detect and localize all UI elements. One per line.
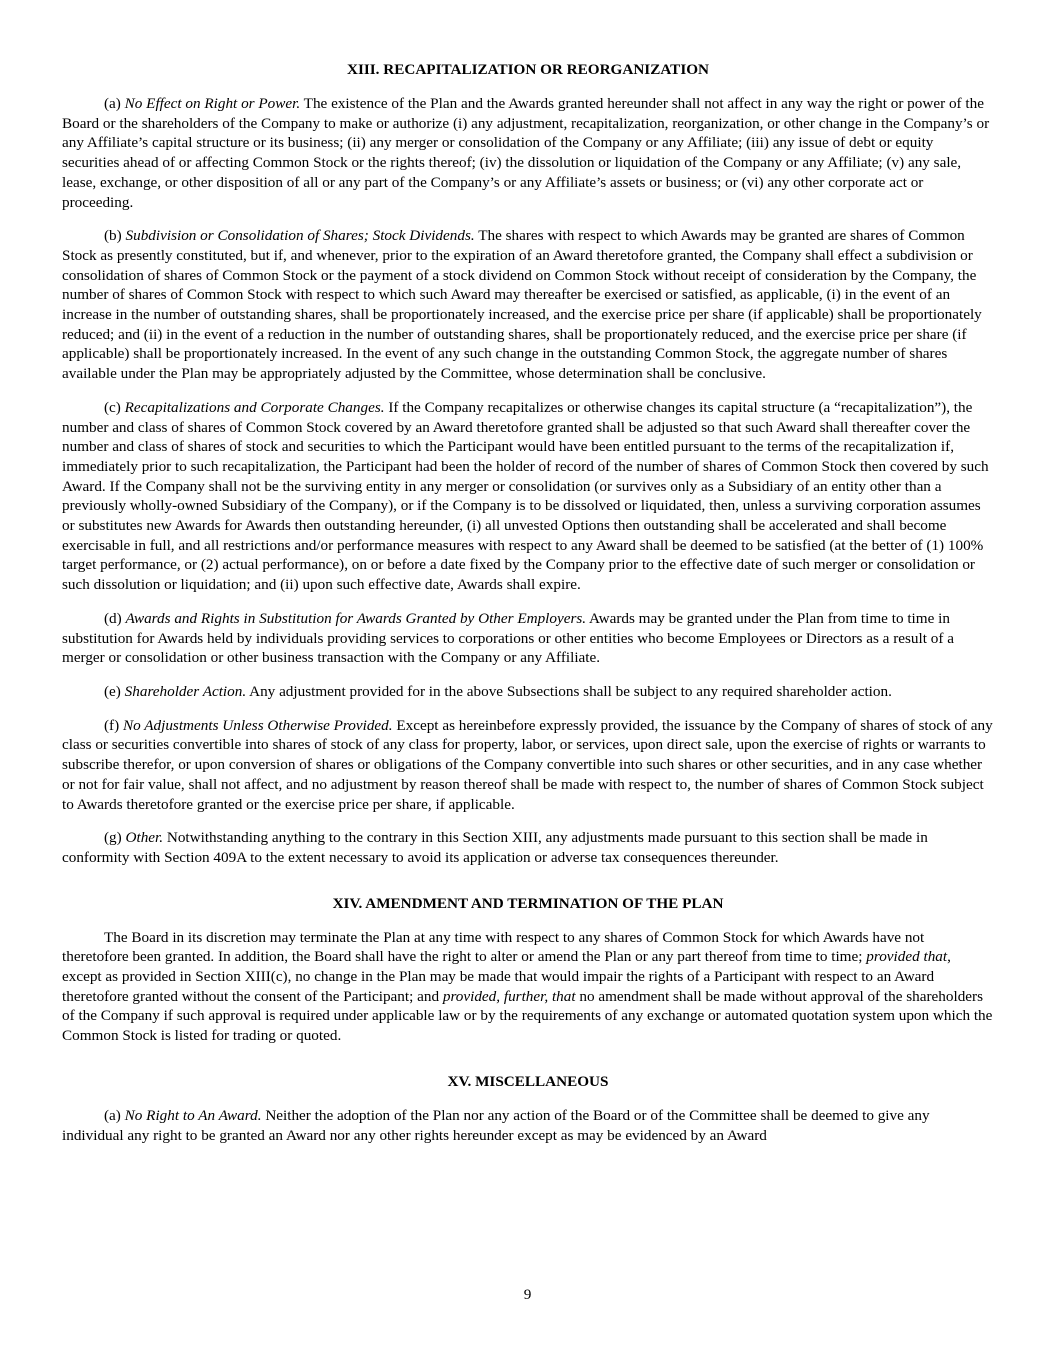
- document-page: [62, 60, 994, 1159]
- paragraph-label: (a): [104, 95, 125, 112]
- paragraph-title: Shareholder Action.: [124, 682, 247, 700]
- paragraph-body: The existence of the Plan and the Awards granted hereunder shall not affect in any way the right or power of the Board or the shareholders of the Company to make or authorize (i) any adjustment, recapitalization, reorganization, or other change in the Company’s or any Affiliate’s capital structure or its business; (ii) any merger or consolidation of the Company or any Affiliate; (iii) any issue of debt or equity securities ahead of or affecting Common Stock or the rights thereof; (iv) the dissolution or liquidation of the Company or any Affiliate; (v) any sale, lease, exchange, or other disposition of all or any part of the Company’s or any Affiliate’s assets or business; or (vi) any other corporate act or proceeding.: [62, 95, 990, 211]
- section-xiii-c-paragraph: [62, 398, 994, 595]
- paragraph-title: Recapitalizations and Corporate Changes.: [124, 398, 385, 416]
- paragraph-label: (c): [104, 398, 125, 416]
- paragraph-body: The shares with respect to which Awards may be granted are shares of Common Stock as presently constituted, but if, and whenever, prior to the expiration of an Award theretofore granted, the Company shall effect a subdivision or consolidation of shares of Common Stock or the payment of a stock dividend on Common Stock without receipt of consideration by the Company, the number of shares of Common Stock with respect to which such Award may thereafter be exercised or satisfied, as applicable, (i) in the event of an increase in the number of outstanding shares, shall be proportionately increased, and the exercise price per share (if applicable) shall be proportionately reduced; and (ii) in the event of a reduction in the number of outstanding shares, shall be proportionately reduced, and the exercise price per share (if applicable) shall be proportionately increased. In the event of any such change in the outstanding Common Stock, the aggregate number of shares available under the Plan may be appropriately adjusted by the Committee, whose determination shall be conclusive.: [62, 227, 982, 383]
- paragraph-label: (f): [104, 716, 123, 734]
- paragraph-body: If the Company recapitalizes or otherwise changes its capital structure (a “recapitalization”), the number and class of shares of Common Stock covered by an Award theretofore granted shall be adjusted so that such Award shall thereafter cover the number and class of shares of stock and securities to which the Participant would have been entitled pursuant to the terms of the recapitalization if, immediately prior to such recapitalization, the Participant had been the holder of record of the number of shares of Common Stock then covered by such Award. If the Company shall not be the surviving entity in any merger or consolidation (or survives only as a Subsidiary of an entity other than a previously wholly-owned Subsidiary of the Company), or if the Company is to be dissolved or liquidated, then, unless a surviving corporation assumes or substitutes new Awards for Awards then outstanding hereunder, (i) all unvested Options then outstanding shall be accelerated and shall become exercisable in full, and all restrictions and/or performance measures with respect to any Award shall be deemed to be satisfied (at the better of (1) 100% target performance, or (2) actual performance), on or before a date fixed by the Company prior to the effective date of such merger or consolidation or such dissolution or liquidation; and (ii) upon such effective date, Awards shall expire.: [62, 398, 989, 594]
- section-xiv-heading: XIV. AMENDMENT AND TERMINATION OF THE PLAN: [332, 894, 724, 912]
- section-xiii-a-paragraph: [62, 94, 994, 212]
- paragraph-title: Other.: [125, 829, 164, 847]
- section-xiii-f-paragraph: [62, 716, 994, 815]
- page-number: 9: [523, 1286, 532, 1303]
- paragraph-text: no amendment shall be made without approval of the shareholders of the Company if such approval is required under applicable law or by the requirements of any exchange or automated quotation system upon which the Common Stock is listed for trading or quoted.: [62, 987, 993, 1045]
- paragraph-body: Awards may be granted under the Plan from time to time in substitution for Awards held by individuals providing services to corporations or other entities who become Employees or Directors as a result of a merger or consolidation or other business transaction with the Company or any Affiliate.: [62, 609, 954, 667]
- paragraph-body: Except as hereinbefore expressly provided, the issuance by the Company of shares of stock of any class or securities convertible into shares of stock of any class for property, labor, or services, upon direct sale, upon the exercise of rights or warrants to subscribe therefor, or upon conversion of shares or obligations of the Company convertible into such shares or other securities, and in any case whether or not for fair value, shall not affect, and no adjustment by reason thereof shall be made with respect to, the number of shares of Common Stock subject to Awards theretofore granted or the exercise price per share, if applicable.: [62, 716, 993, 813]
- paragraph-title: No Right to An Award.: [124, 1106, 262, 1124]
- section-xiv-paragraph: [62, 928, 994, 1046]
- paragraph-italic-term: provided, further, that: [442, 987, 576, 1005]
- paragraph-body: Any adjustment provided for in the above Subsections shall be subject to any required shareholder action.: [246, 682, 892, 700]
- paragraph-body: Notwithstanding anything to the contrary in this Section XIII, any adjustments made pursuant to this section shall be made in conformity with Section 409A to the extent necessary to avoid its application or adverse tax consequences thereunder.: [62, 829, 928, 866]
- section-xiii-d-paragraph: [62, 609, 994, 668]
- paragraph-italic-term: provided that: [866, 948, 948, 966]
- paragraph-label: (b): [104, 227, 126, 245]
- paragraph-label: (g): [104, 829, 126, 847]
- paragraph-label: (e): [104, 682, 125, 700]
- paragraph-label: (d): [104, 609, 126, 627]
- section-xv-a-paragraph: [62, 1106, 994, 1145]
- section-xiii-b-paragraph: [62, 226, 994, 384]
- paragraph-body: Neither the adoption of the Plan nor any action of the Board or of the Committee shall be deemed to give any individual any right to be granted an Award nor any other rights hereunder except as may be evidenced by an Award: [62, 1106, 930, 1144]
- paragraph-title: No Effect on Right or Power.: [124, 95, 301, 112]
- paragraph-title: Subdivision or Consolidation of Shares; Stock Dividends.: [125, 227, 475, 245]
- paragraph-label: (a): [104, 1106, 125, 1124]
- section-xiii-e-paragraph: [62, 682, 994, 702]
- section-xv-heading: XV. MISCELLANEOUS: [447, 1072, 609, 1090]
- paragraph-title: Awards and Rights in Substitution for Awards Granted by Other Employers.: [125, 609, 587, 627]
- paragraph-text: The Board in its discretion may terminate the Plan at any time with respect to any shares of Common Stock for which Awards have not theretofore been granted. In addition, the Board shall have the right to alter or amend the Plan or any part thereof from time to time;: [62, 928, 925, 966]
- section-xiii-heading: XIII. RECAPITALIZATION OR REORGANIZATION: [346, 61, 710, 78]
- section-xiii-g-paragraph: [62, 828, 994, 867]
- paragraph-title: No Adjustments Unless Otherwise Provided.: [122, 716, 393, 734]
- paragraph-text: , except as provided in Section XIII(c), no change in the Plan may be made that would impair the rights of a Participant with respect to an Award theretofore granted without the consent of the Participant; and: [62, 948, 951, 1005]
